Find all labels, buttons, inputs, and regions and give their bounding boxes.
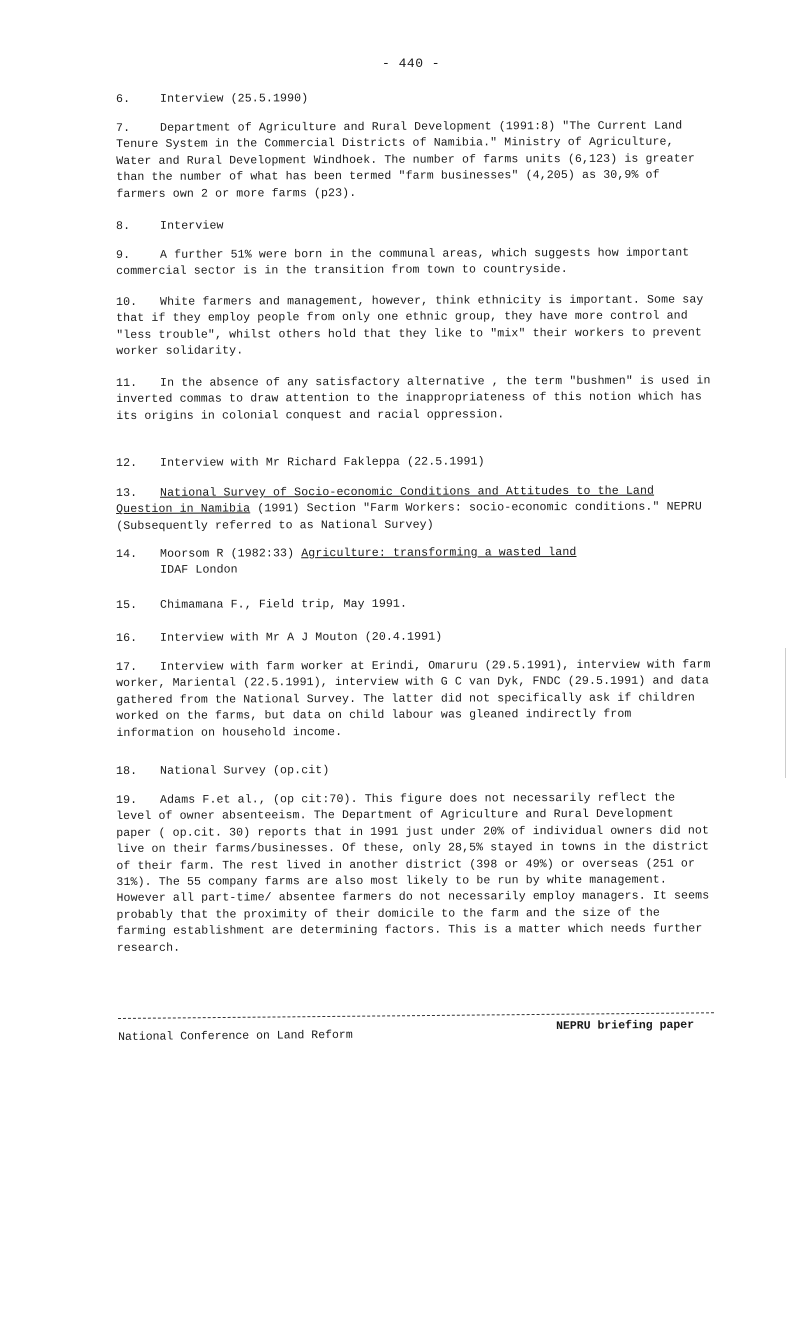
note-number: 7.: [116, 121, 131, 135]
note-text: In the absence of any satisfactory alternative , the term "bushmen" is used in inverted commas to draw attention to the inappropriateness of this notion which has its origins in colonial conquest and racial oppression.: [116, 374, 711, 423]
note-number: 13.: [116, 486, 138, 500]
note-text: Interview: [160, 219, 224, 233]
note-text: Interview (25.5.1990): [160, 92, 309, 106]
note-7: [116, 118, 712, 203]
note-text: Moorsom R (1982:33): [160, 547, 302, 561]
note-text: (1991) Section "Farm Workers: socio-economic conditions." NEPRU (Subsequently referred to as National Survey): [116, 500, 702, 533]
note-text: A further 51% were born in the communal areas, which suggests how important commercial sector is in the transition from town to countryside.: [116, 246, 690, 279]
note-number: 14.: [116, 547, 138, 561]
note-number: 6.: [116, 92, 131, 106]
note-16: [116, 628, 712, 647]
note-17: [116, 657, 712, 742]
note-text: Chimamana F., Field trip, May 1991.: [160, 597, 408, 612]
note-number: 10.: [116, 295, 138, 309]
page-number: - 440 -: [382, 56, 441, 71]
note-12: [116, 453, 712, 472]
note-number: 8.: [116, 219, 131, 233]
note-19: [116, 790, 713, 957]
note-10: [116, 292, 712, 360]
note-6: [116, 89, 712, 108]
note-14: [116, 544, 712, 579]
note-number: 11.: [116, 376, 138, 390]
note-number: 16.: [116, 631, 138, 645]
note-11: [116, 373, 712, 425]
note-text: Interview with farm worker at Erindi, Omaruru (29.5.1991), interview with farm worker, Mariental (22.5.1991), interview with G C van Dyk, FNDC (29.5.1991) and data gathered from the National Survey. The latter did not specifically ask if children worked on the farms, but data on child labour was gleaned indirectly from information on household income.: [116, 658, 711, 740]
note-text: White farmers and management, however, think ethnicity is important. Some say that if they employ people from only one ethnic group, they have more control and "less trouble", whilst others hold that they like to "mix" their workers to prevent worker solidarity.: [116, 293, 704, 359]
survey-title: National Survey of Socio-economic Conditions and Attitudes to the Land Question in Namibia: [116, 484, 655, 517]
note-15: [116, 595, 712, 614]
note-9: [116, 245, 712, 280]
note-text: Interview with Mr A J Mouton (20.4.1991): [160, 630, 443, 645]
note-number: 17.: [116, 660, 138, 674]
note-number: 15.: [116, 598, 138, 612]
scan-mark: [785, 648, 800, 778]
book-title: Agriculture: transforming a wasted land: [301, 545, 577, 561]
publisher: IDAF London: [160, 563, 238, 578]
note-text: Adams F.et al., (op cit:70). This figure does not necessarily reflect the level of owner absenteeism. The Department of Agriculture and Rural Development paper ( op.cit. 30) reports that in 1991 just under 20% of individual owners did not live on their farms/businesses. Of these, only 28,5% stayed in towns in the district of their farm. The rest lived in another district (398 or 49%) or overseas (251 or 31%). The 55 company farms are also most likely to be run by white management. However all part-time/ absentee farmers do not necessarily employ managers. It seems probably that the proximity of their domicile to the farm and the size of the farming establishment are determining factors. This is a matter which needs further research.: [116, 791, 710, 955]
note-18: [116, 761, 712, 780]
note-number: 18.: [116, 764, 138, 778]
note-8: [116, 216, 712, 235]
footer-paper-label: NEPRU briefing paper: [556, 1018, 695, 1033]
note-number: 9.: [116, 248, 131, 262]
note-number: 12.: [116, 456, 138, 470]
note-text: Interview with Mr Richard Fakleppa (22.5.1991): [160, 455, 485, 470]
footer-divider: [118, 1012, 714, 1019]
footer-conference: National Conference on Land Reform: [118, 1028, 353, 1044]
note-number: 19.: [116, 793, 138, 807]
note-text: National Survey (op.cit): [160, 764, 330, 778]
note-text: Department of Agriculture and Rural Development (1991:8) "The Current Land Tenure System in the Commercial Districts of Namibia." Ministry of Agriculture, Water and Rural Development Windhoek. The number of farms units (6,123) is greater than the number of what has been termed "farm businesses" (4,205) as 30,9% of farmers own 2 or more farms (p23).: [116, 119, 695, 201]
note-13: [116, 483, 712, 535]
